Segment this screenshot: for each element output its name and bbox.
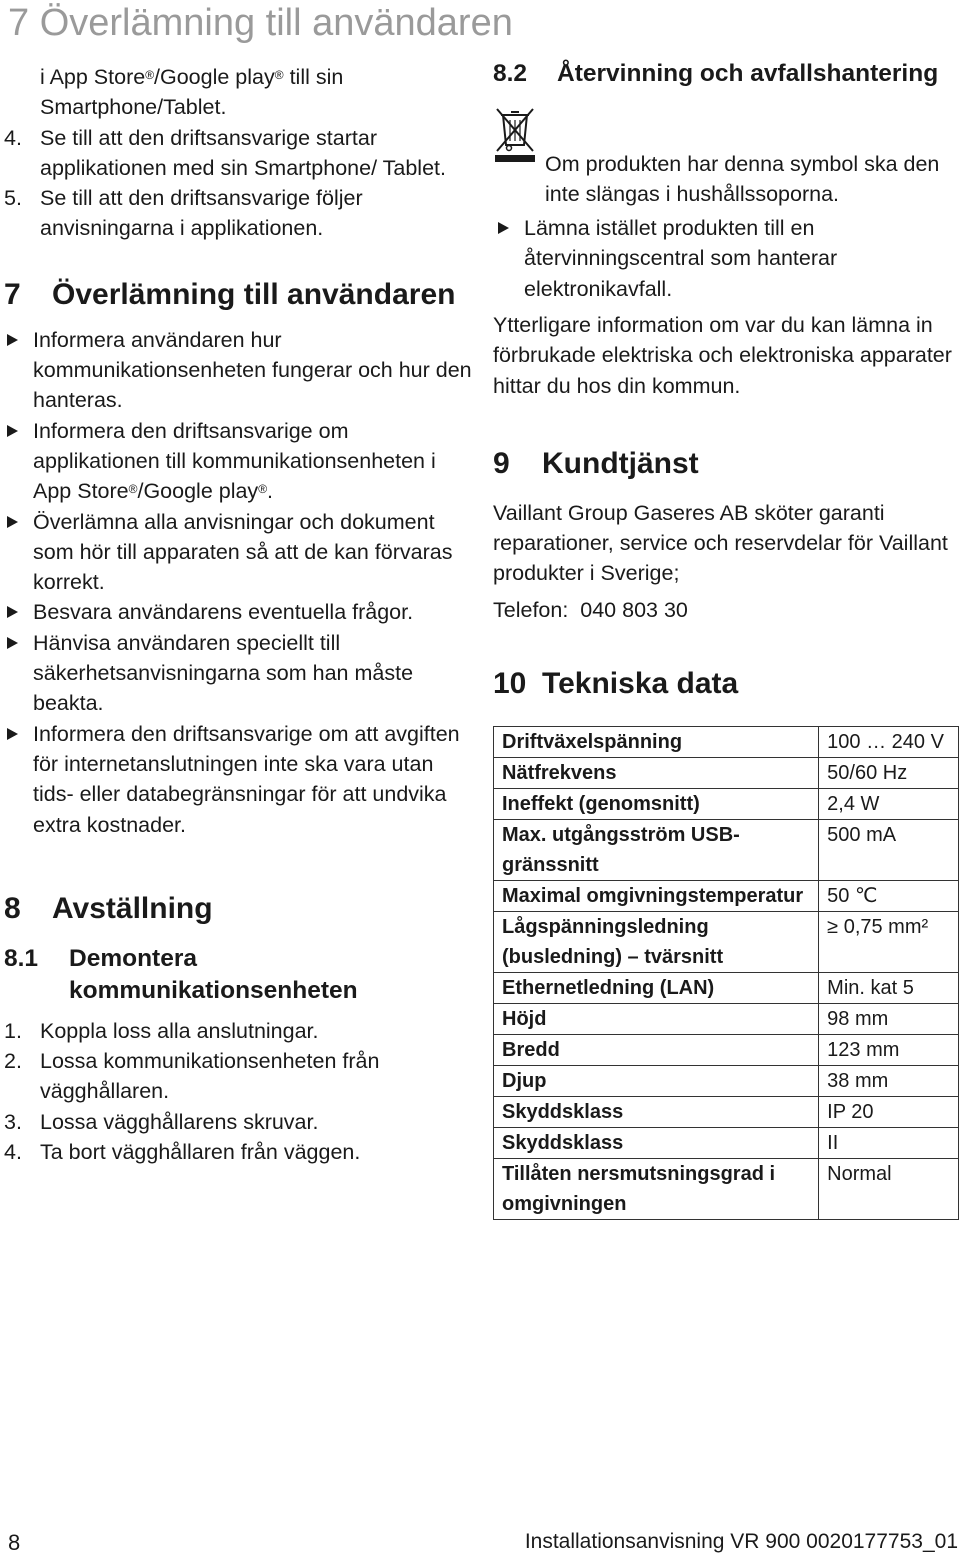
bullet-arrow-icon — [498, 222, 509, 234]
section-8-1-heading: 8.1 Demontera kommunikationsenheten — [4, 944, 358, 1005]
bullet-arrow-icon — [7, 637, 18, 649]
technical-data-table — [493, 726, 959, 1220]
spec-value: 100 … 240 V — [819, 727, 959, 758]
table-row — [494, 1035, 959, 1066]
list-item: Informera användaren hur kommunikationsenheten fungerar och hur den hanteras. — [0, 325, 472, 416]
section-8-2-heading: 8.2 Återvinning och avfallshantering — [493, 60, 939, 87]
list-item: Överlämna alla anvisningar och dokument som hör till apparaten så att de kan förvaras korrekt. — [0, 507, 472, 598]
spec-label: Lågspänningsledning (busledning) – tvärsnitt — [494, 912, 819, 973]
list-item: 3. Lossa vägghållarens skruvar. — [4, 1109, 319, 1134]
spec-value: 123 mm — [819, 1035, 959, 1066]
spec-value: 98 mm — [819, 1004, 959, 1035]
spec-label: Skyddsklass — [494, 1128, 819, 1159]
spec-label: Skyddsklass — [494, 1097, 819, 1128]
list-item: 2. Lossa kommunikationsenheten från vägghållaren. — [4, 1049, 380, 1104]
weee-text: Om produkten har denna symbol ska den inte slängas i hushållssoporna. — [545, 151, 940, 206]
table-row — [494, 881, 959, 912]
spec-label: Ethernetledning (LAN) — [494, 973, 819, 1004]
spec-value: 50/60 Hz — [819, 758, 959, 789]
list-item: 1. Koppla loss alla anslutningar. — [4, 1018, 319, 1043]
more-info-text: Ytterligare information om var du kan lämna in förbrukade elektriska och elektroniska apparater hittar du hos din kommun. — [493, 312, 952, 398]
section-7-bullets — [0, 325, 472, 840]
intro-continuation: i App Store®/Google play® till sin Smartphone/Tablet. — [40, 65, 344, 120]
phone-number: 040 803 30 — [580, 597, 688, 622]
weee-bullets — [493, 213, 955, 304]
spec-value: 38 mm — [819, 1066, 959, 1097]
table-row — [494, 1066, 959, 1097]
table-row — [494, 820, 959, 881]
spec-value: 500 mA — [819, 820, 959, 881]
section-8-heading: 8 Avställning — [4, 891, 213, 925]
page-number: 8 — [8, 1530, 21, 1555]
spec-value: Min. kat 5 — [819, 973, 959, 1004]
table-row — [494, 912, 959, 973]
spec-label: Nätfrekvens — [494, 758, 819, 789]
section-7-heading: 7 Överlämning till användaren — [4, 277, 456, 311]
spec-label: Tillåten nersmutsningsgrad i omgivningen — [494, 1159, 819, 1220]
spec-value: 2,4 W — [819, 789, 959, 820]
spec-label: Djup — [494, 1066, 819, 1097]
list-item: 4. Se till att den driftsansvarige startar applikationen med sin Smartphone/ Tablet. — [4, 125, 446, 180]
table-row — [494, 1159, 959, 1220]
spec-value: 50 ℃ — [819, 881, 959, 912]
list-item: Hänvisa användaren speciellt till säkerhetsanvisningarna som han måste beakta. — [0, 628, 472, 719]
document-id: Installationsanvisning VR 900 0020177753_01 — [524, 1530, 958, 1553]
spec-value: IP 20 — [819, 1097, 959, 1128]
left-column — [0, 62, 472, 1167]
bullet-arrow-icon — [7, 425, 18, 437]
list-item: 4. Ta bort vägghållaren från väggen. — [4, 1140, 361, 1165]
phone-label: Telefon: — [493, 597, 569, 622]
spec-label: Ineffekt (genomsnitt) — [494, 789, 819, 820]
table-row — [494, 789, 959, 820]
spec-value: Normal — [819, 1159, 959, 1220]
registered-mark: ® — [145, 68, 155, 82]
registered-mark: ® — [274, 68, 284, 82]
list-item: Besvara användarens eventuella frågor. — [0, 597, 472, 627]
spec-label: Höjd — [494, 1004, 819, 1035]
running-head: 7 Överlämning till användaren — [8, 2, 513, 44]
list-item: Informera den driftsansvarige om att avgiften för internetanslutningen inte ska vara utan tids- eller databegränsningar för att undvika extra kostnader. — [0, 719, 472, 840]
spec-label: Maximal omgivningstemperatur — [494, 881, 819, 912]
crossed-out-wheelie-bin-icon — [493, 105, 537, 163]
install-steps-list — [0, 123, 472, 244]
section-8-1-steps — [0, 1016, 472, 1167]
list-item: 5. Se till att den driftsansvarige följer anvisningarna i applikationen. — [4, 186, 363, 241]
table-row — [494, 1128, 959, 1159]
table-row — [494, 1097, 959, 1128]
table-row — [494, 1004, 959, 1035]
bullet-arrow-icon — [7, 334, 18, 346]
service-text: Vaillant Group Gaseres AB sköter garanti reparationer, service och reservdelar för Vaillant produkter i Sverige; — [493, 500, 948, 586]
weee-notice — [493, 149, 955, 210]
spec-label: Bredd — [494, 1035, 819, 1066]
spec-value: ≥ 0,75 mm² — [819, 912, 959, 973]
list-item: Informera den driftsansvarige om applikationen till kommunikationsenheten i App Store®/Google play®. — [0, 416, 472, 507]
table-row — [494, 973, 959, 1004]
section-10-heading: 10 Tekniska data — [493, 667, 739, 701]
bullet-arrow-icon — [7, 516, 18, 528]
list-item: Lämna istället produkten till en återvinningscentral som hanterar elektronikavfall. — [493, 213, 955, 304]
bullet-arrow-icon — [7, 728, 18, 740]
registered-mark: ® — [128, 482, 138, 497]
bullet-arrow-icon — [7, 606, 18, 618]
table-row — [494, 727, 959, 758]
spec-label: Max. utgångsström USB-gränssnitt — [494, 820, 819, 881]
spec-value: II — [819, 1128, 959, 1159]
spec-label: Driftväxelspänning — [494, 727, 819, 758]
registered-mark: ® — [258, 482, 268, 497]
phone-line — [493, 595, 955, 625]
table-row — [494, 758, 959, 789]
section-9-heading: 9 Kundtjänst — [493, 446, 699, 480]
right-column — [493, 58, 955, 1220]
